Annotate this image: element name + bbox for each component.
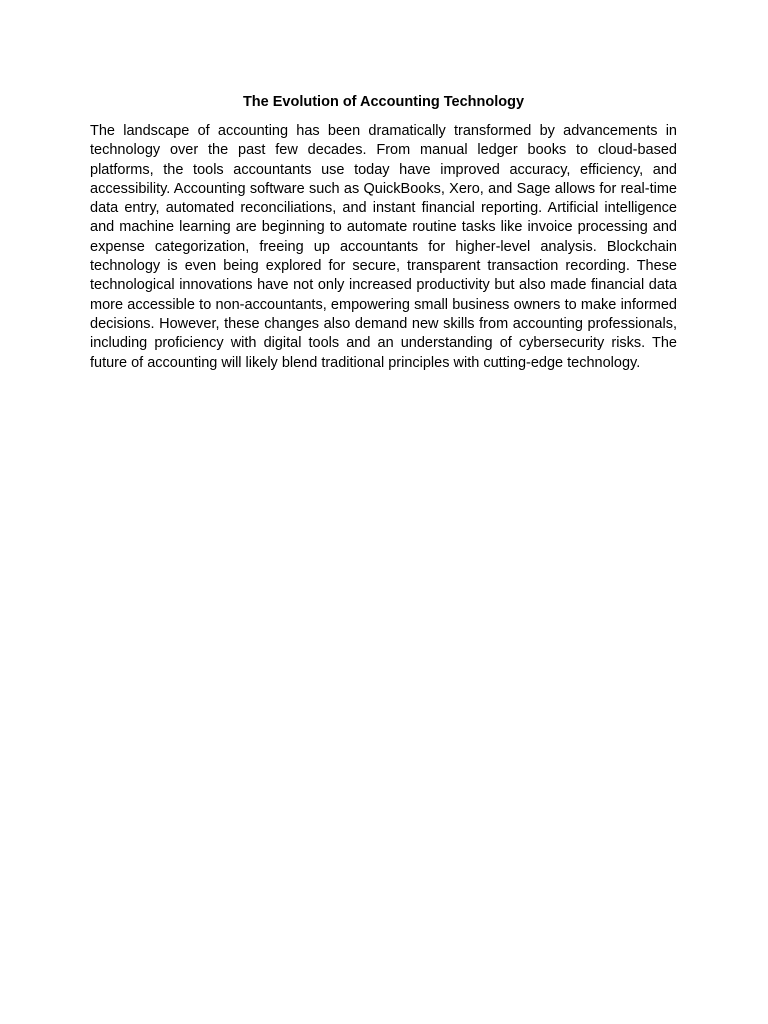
document-title: The Evolution of Accounting Technology xyxy=(242,94,525,110)
document-body-paragraph: The landscape of accounting has been dramatically transformed by advancements in technology over the past few decades. From manual ledger books to cloud-based platforms, the tools accountants use today have improved accuracy, efficiency, and accessibility. Accounting software such as QuickBooks, Xero, and Sage allows for real-time data entry, automated reconciliations, and instant financial reporting. Artificial intelligence and machine learning are beginning to automate routine tasks like invoice processing and expense categorization, freeing up accountants for higher-level analysis. Blockchain technology is even being explored for secure, transparent transaction recording. These technological innovations have not only increased productivity but also made financial data more accessible to non-accountants, empowering small business owners to make informed decisions. However, these changes also demand new skills from accounting professionals, including proficiency with digital tools and an understanding of cybersecurity risks. The future of accounting will likely blend traditional principles with cutting-edge technology. xyxy=(90,123,677,371)
